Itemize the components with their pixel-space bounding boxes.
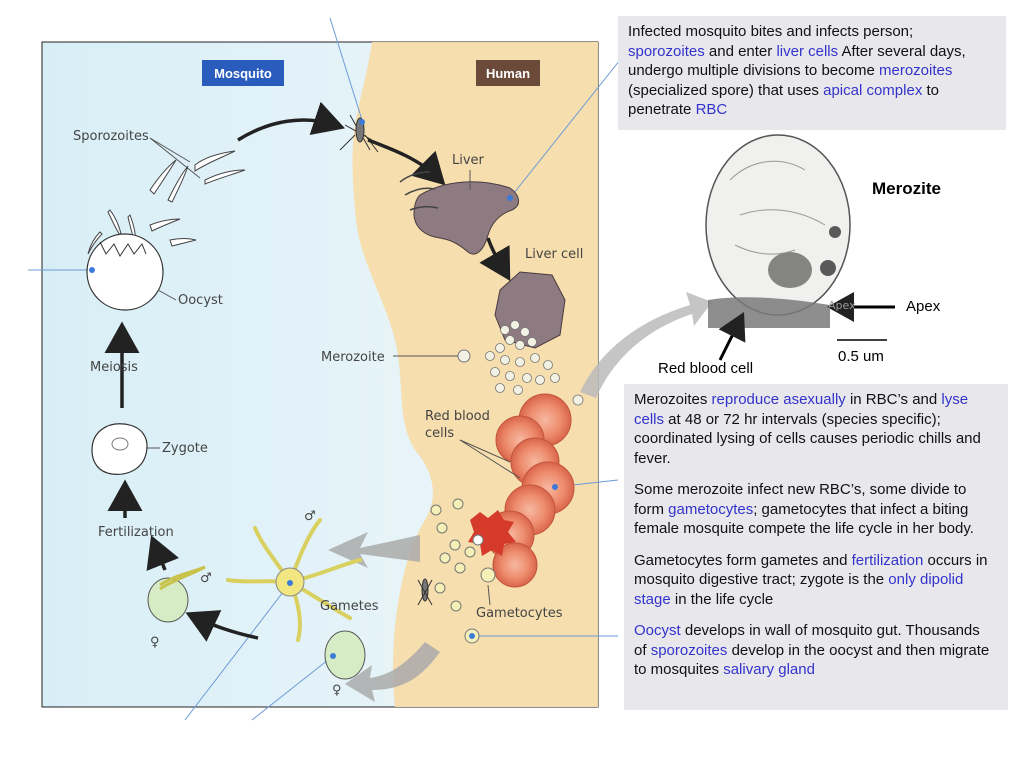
label-merozoite: Merozoite xyxy=(321,350,385,365)
pointer-dot xyxy=(469,633,475,639)
info-paragraph-oocyst: Oocyst develops in wall of mosquito gut. Thousands of sporozoites develop in the oocyst and then migrate to mosquites salivary gland xyxy=(634,622,990,678)
pointer-dot xyxy=(89,267,95,273)
label-meiosis: Meiosis xyxy=(90,360,138,375)
label-gametes: Gametes xyxy=(320,599,379,614)
pointer-dot xyxy=(507,195,513,201)
oocyst-icon xyxy=(87,234,163,310)
info-paragraph: Infected mosquito bites and infects person; sporozoites and enter liver cells After several days, undergo multiple divisions to become merozoites (specialized spore) that uses apical complex to penetrate RBC xyxy=(628,23,966,118)
merozoite-icon xyxy=(458,350,470,362)
keyword: sporozoites xyxy=(628,42,705,60)
micrograph-nucleus xyxy=(768,252,812,288)
micrograph-organelle xyxy=(829,226,841,238)
label-oocyst: Oocyst xyxy=(178,293,223,308)
micrograph-title: Merozite xyxy=(872,179,941,198)
info-paragraph-asexual: Merozoites reproduce asexually in RBC’s and lyse cells at 48 or 72 hr intervals (species specific); coordinated lysing of cells causes periodic chills and fever. xyxy=(634,391,981,467)
info-box-bottom xyxy=(624,384,1008,710)
keyword: apical complex xyxy=(823,81,923,99)
label-liver-cell: Liver cell xyxy=(525,247,584,262)
keyword: gametocytes xyxy=(668,500,754,518)
info-paragraph-fertilization: Gametocytes form gametes and fertilization occurs in mosquito digestive tract; zygote is the only dipolid stage in the life cycle xyxy=(634,551,988,608)
apex-label: Apex xyxy=(906,298,941,315)
mosquito-tag: Mosquito xyxy=(214,66,272,81)
red-blood-cell-label: Red blood cell xyxy=(658,360,754,377)
label-sporozoites: Sporozoites xyxy=(73,129,149,144)
keyword: RBC xyxy=(695,101,728,118)
scale-label: 0.5 um xyxy=(838,348,884,365)
label-red-blood-cells: cells xyxy=(425,426,455,441)
merozoite-micrograph xyxy=(706,135,850,315)
info-box-top xyxy=(618,16,1006,130)
keyword: salivary gland xyxy=(723,661,815,678)
micrograph-arrow xyxy=(580,292,712,398)
info-paragraph-gametocytes: Some merozoite infect new RBC’s, some divide to form gametocytes; gametocytes that infect a biting female mosquite compete the life cycle in her body. xyxy=(634,481,974,537)
keyword: fertilization xyxy=(851,551,924,569)
female-symbol: ♀ xyxy=(332,683,342,698)
male-symbol: ♂ xyxy=(200,571,212,586)
keyword: sporozoites xyxy=(650,641,728,659)
label-liver: Liver xyxy=(452,153,484,168)
zygote-icon xyxy=(92,424,147,475)
label-fertilization: Fertilization xyxy=(98,525,174,540)
keyword: merozoites xyxy=(878,62,953,79)
keyword: liver cells xyxy=(776,42,839,60)
label-zygote: Zygote xyxy=(162,441,208,456)
pointer-dot xyxy=(359,119,365,125)
human-tag: Human xyxy=(485,66,531,81)
micrograph-organelle xyxy=(820,260,836,276)
micrograph-faint-label: Apex xyxy=(828,299,856,312)
keyword: only dipolid stage xyxy=(634,571,964,608)
male-symbol: ♂ xyxy=(304,509,316,524)
pointer-dot xyxy=(330,653,336,659)
keyword: reproduce asexually xyxy=(711,391,846,408)
label-gametocytes: Gametocytes xyxy=(476,606,563,621)
pointer-dot xyxy=(287,580,293,586)
pointer-dot xyxy=(552,484,558,490)
keyword: lyse cells xyxy=(634,391,969,428)
keyword: Oocyst xyxy=(634,622,681,639)
label-red-blood-cells: Red blood xyxy=(425,409,490,424)
female-symbol: ♀ xyxy=(150,635,160,650)
